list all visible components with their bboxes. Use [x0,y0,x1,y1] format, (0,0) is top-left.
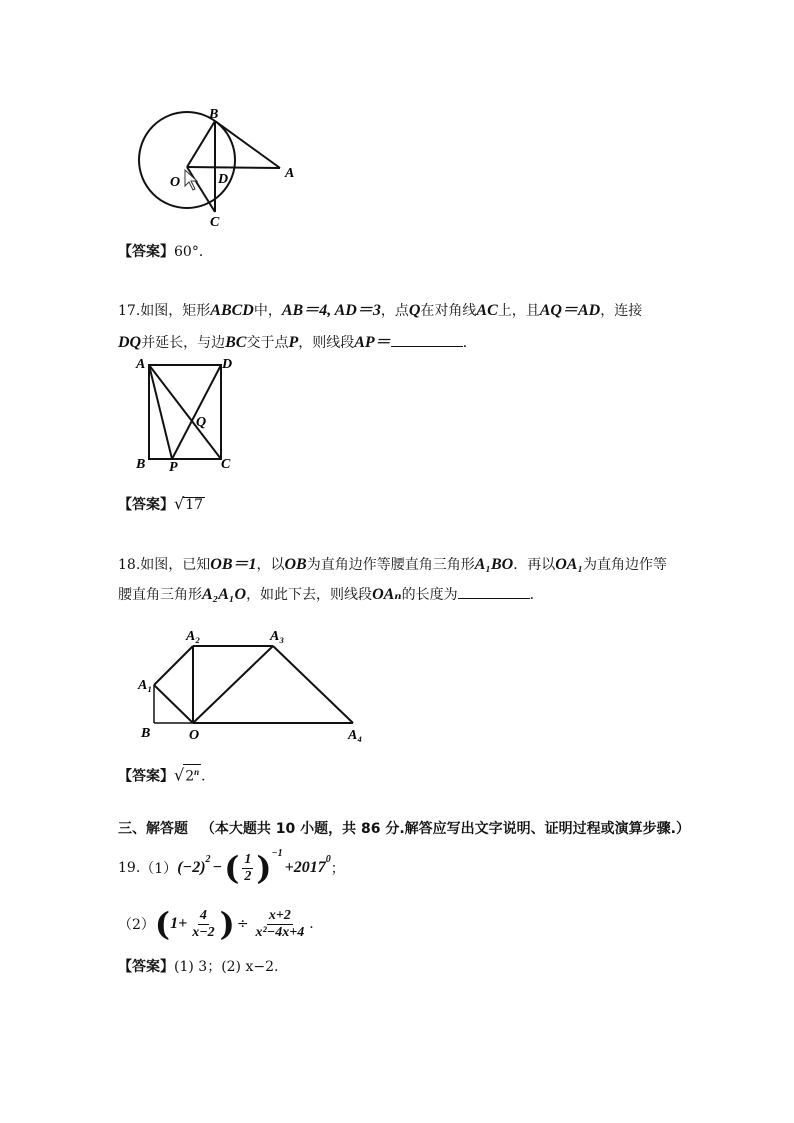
label-q: Q [196,415,207,430]
answer-18: 【答案】√2$^n$ ． [118,765,216,785]
answer-label: 【答案】 [118,768,174,785]
label-o: O [189,728,200,743]
answer-value: (1) 3；(2) x−2. [174,959,279,975]
label-b: B [209,107,219,122]
label-a4: A₄ [348,728,363,743]
answer-blank [458,586,530,599]
label-d: D [218,172,229,187]
answer-value: 17 [185,497,204,513]
question-18-line2: 腰直角三角形A₂A₁O，如此下去，则线段OAₙ的长度为 ． [118,586,544,603]
label-a1: A₁ [138,678,153,693]
question-18-line1: 18.如图，已知OB＝1，以OB为直角边作等腰直角三角形A₁BO．再以OA₁为直角边作等 [118,556,668,573]
answer-blank [391,334,463,347]
section-3-header [118,818,690,838]
figure-17-rectangle [130,354,240,476]
segment-a1o [154,685,193,723]
answer-label: 【答案】 [118,244,174,260]
segment-ob [187,121,215,167]
answer-17: 【答案】√17 [118,494,204,513]
answer-label: 【答案】 [118,497,174,513]
section-title: 三、解答题 [118,821,188,837]
section-desc: （本大题共 10 小题，共 86 分.解答应写出文字说明、证明过程或演算步骤.） [200,821,690,837]
question-19-part1: 19. （1） (−2) $^2$ − ( $\frac{1}{2}$ ) $^{-1}$ +2017 $^0$ ； [118,848,345,887]
label-o: O [170,175,181,190]
figure-18-triangles [134,626,374,746]
label-b: B [136,457,146,472]
label-a2: A₂ [186,629,201,644]
segment-ba [215,121,280,168]
segment-a3o [193,646,273,723]
label-p: P [169,460,178,475]
segment-a3a4 [273,646,353,723]
label-d: D [222,357,233,372]
answer-19 [118,956,278,976]
circle-o [139,112,235,208]
label-c: C [210,215,220,230]
question-19-part2: （2） ( 1+ $\frac{4}{x-2}$ ) ÷ $\frac{x+2}{\text{x²−4x+4}}$ . [118,905,314,943]
answer-label: 【答案】 [118,959,174,975]
segment-dp [172,365,221,459]
segment-a1a2 [154,646,193,685]
label-a: A [136,357,146,372]
question-17-line2: DQ并延长，与边BC交于点P，则线段AP＝ ． [118,334,477,351]
answer-value: 60°． [174,244,213,260]
label-b: B [141,726,151,741]
label-c: C [221,457,231,472]
figure-16-circle [130,104,310,230]
label-a: A [285,166,295,181]
answer-value: 2$^n$ [183,764,201,784]
answer-16 [118,241,213,261]
segment-oa [187,167,280,168]
question-17-line1: 17.如图，矩形ABCD中，AB＝4, AD＝3，点Q在对角线AC上，且AQ＝AD，连接 [118,302,643,319]
label-a3: A₃ [270,629,285,644]
